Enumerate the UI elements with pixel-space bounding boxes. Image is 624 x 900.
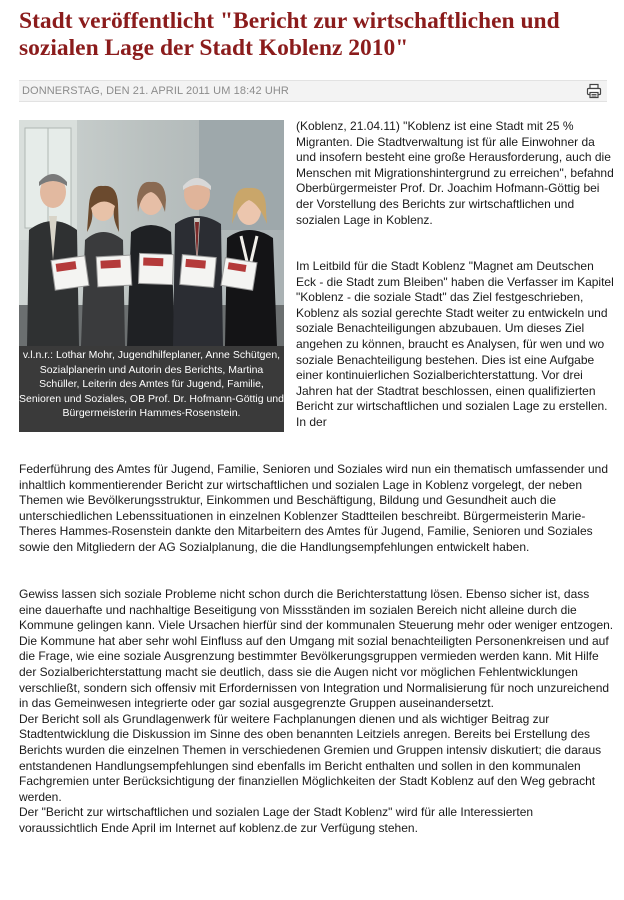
date-bar (19, 80, 607, 102)
paragraph-probleme: Gewiss lassen sich soziale Probleme nicht schon durch die Berichterstattung lösen. Ebenso sicher ist, dass eine dauerhafte und nachhaltige Beseitigung von Missständen im sozialen Bereich nicht alleine durch die Kommune gelingen kann. Viele Ursachen hierfür sind der kommunalen Steuerung mehr oder weniger entzogen. Die Kommune hat aber sehr wohl Einfluss auf den Umgang mit sozial benachteiligten Personenkreisen und auf die Frage, wie eine soziale Ausgrenzung bestimmter Bevölkerungsgruppen vermieden werden kann. Mit Hilfe der Sozialberichterstattung macht sie deutlich, dass sie die Augen nicht vor möglichen Fehlentwicklungen verschließt, sondern sich offensiv mit Erfordernissen von Integration und Normalisierung für noch unzureichend in das Gemeinwesen integrierte oder gar sozial ausgegrenzte Gruppen auseinandersetzt. (19, 587, 614, 711)
publish-date: DONNERSTAG, DEN 21. APRIL 2011 UM 18:42 UHR (22, 85, 289, 97)
article-title: Stadt veröffentlicht "Bericht zur wirtschaftlichen und sozialen Lage der Stadt Koblenz 2010" (19, 8, 560, 61)
article-body-continued (19, 587, 615, 837)
paragraph-leitbild-part1: Im Leitbild für die Stadt Koblenz "Magnet am Deutschen Eck - die Stadt zum Bleiben" haben die Verfasser im Kapitel "Koblenz - die soziale Stadt" das Ziel festgeschrieben, Koblenz als sozial gerechte Stadt weiter zu entwickeln und soziale Benachteiligungen abzubauen. Um dieses Ziel angehen zu können, braucht es Analysen, für wen und wo soziale Benachteiligung bestehen. Dies ist eine Aufgabe einer kontinuierlichen Sozialberichterstattung. Vor drei Jahren hat der Stadtrat beschlossen, einen qualifizierten Bericht zur wirtschaftlichen und sozialen Lage zu erstellen. In der (296, 259, 614, 429)
paragraph-leitbild-part2: Federführung des Amtes für Jugend, Familie, Senioren und Soziales wird nun ein thematisch umfassender und inhaltlich kommentierender Bericht zur wirtschaftlichen und sozialen Lage in Koblenz vorgelegt, der neben Themen wie Bevölkerungsstruktur, Einkommen und Beschäftigung, Bildung und Gesundheit auch die unterschiedlichen Lebenssituationen in einzelnen Koblenzer Stadtteilen beschreibt. Bürgermeisterin Marie-Theres Hammes-Rosenstein dankte den Mitarbeitern des Amtes für Jugend, Familie, Senioren und Soziales sowie den Mitgliedern der AG Sozialplanung, die die Handlungsempfehlungen entwickelt haben. (19, 462, 608, 554)
paragraph-verfuegbarkeit: Der "Bericht zur wirtschaftlichen und sozialen Lage der Stadt Koblenz" wird für alle Interessierten voraussichtlich Ende April im Internet auf koblenz.de zur Verfügung stehen. (19, 805, 534, 835)
paragraph-grundlagenwerk: Der Bericht soll als Grundlagenwerk für weitere Fachplanungen dienen und als wichtiger Beitrag zur Stadtentwicklung die Diskussion im Sinne des oben benannten Leitziels anregen. Bereits bei Erstellung des Berichts wurden die einzelnen Themen in verschiedenen Gremien und Gruppen intensiv diskutiert; die daraus entstandenen Handlungsempfehlungen sind ebenfalls im Bericht enthalten und sollen in den kommunalen Fachgremien unter Berücksichtigung der finanziellen Möglichkeiten der Stadt Koblenz auf den Weg gebracht werden. (19, 711, 602, 804)
group-photo (19, 120, 284, 346)
printer-icon[interactable] (586, 83, 602, 99)
photo-caption: v.l.n.r.: Lothar Mohr, Jugendhilfeplaner, Anne Schütgen, Sozialplanerin und Autorin des Berichts, Martina Schüller, Leiterin des Amtes für Jugend, Familie, Senioren und Soziales, OB Prof. Dr. Hofmann-Göttig und Bürgermeisterin Hammes-Rosenstein. (19, 346, 284, 432)
paragraph-intro: (Koblenz, 21.04.11) "Koblenz ist eine Stadt mit 25 % Migranten. Die Stadtverwaltung ist für alle Einwohner da und insofern besteht eine große Herausforderung, auch die Menschen mit Migrationshintergrund zu erreichen", befahnd Oberbürgermeister Prof. Dr. Joachim Hofmann-Göttig bei der Vorstellung des Berichts zur wirtschaftlichen und sozialen Lage in Koblenz. (296, 119, 614, 227)
